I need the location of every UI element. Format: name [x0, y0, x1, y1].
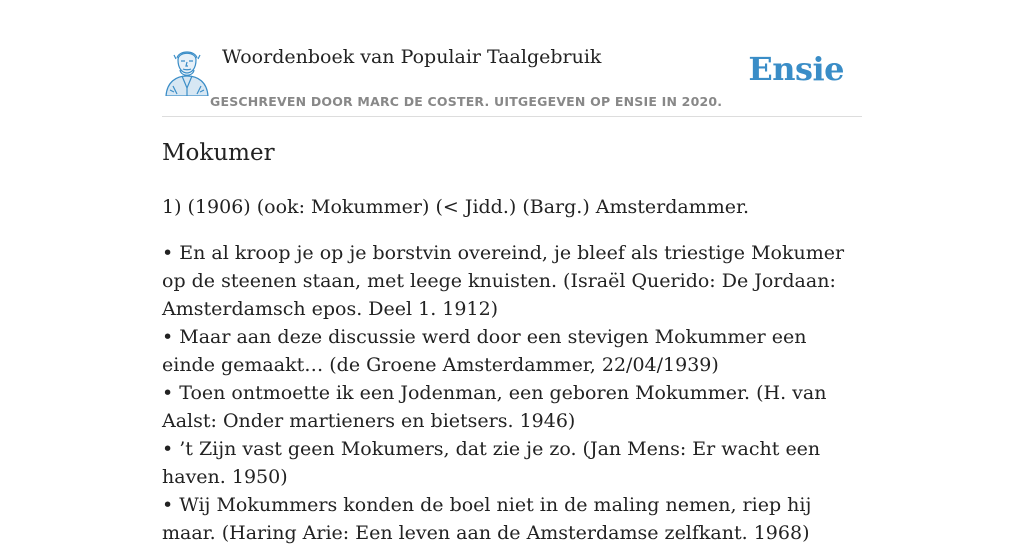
entry-definition: 1) (1906) (ook: Mokummer) (< Jidd.) (Barg.) Amsterdammer.	[162, 196, 750, 218]
ensie-logo[interactable]: Ensie	[748, 50, 844, 88]
citation-item: • Wij Mokummers konden de boel niet in de maling nemen, riep hij maar. (Haring Arie: Een leven aan de Amsterdamse zelfkant. 1968)	[162, 491, 862, 547]
author-byline: GESCHREVEN DOOR MARC DE COSTER. UITGEGEVEN OP ENSIE IN 2020.	[210, 94, 723, 109]
citation-item: • En al kroop je op je borstvin overeind, je bleef als triestige Mokumer op de steenen staan, met leege knuisten. (Israël Querido: De Jordaan: Amsterdamsch epos. Deel 1. 1912)	[162, 239, 862, 323]
entry-title: Mokumer	[162, 140, 275, 166]
citation-item: • Maar aan deze discussie werd door een stevigen Mokummer een einde gemaakt… (de Groene Amsterdammer, 22/04/1939)	[162, 323, 862, 379]
book-title[interactable]: Woordenboek van Populair Taalgebruik	[222, 46, 602, 68]
citation-item: • ’t Zijn vast geen Mokumers, dat zie je zo. (Jan Mens: Er wacht een haven. 1950)	[162, 435, 862, 491]
book-header	[162, 40, 862, 117]
citation-item: • Toen ontmoette ik een Jodenman, een geboren Mokummer. (H. van Aalst: Onder martieners en bietsers. 1946)	[162, 379, 862, 435]
author-portrait-icon[interactable]	[164, 46, 210, 96]
citation-list	[162, 239, 862, 547]
page	[162, 0, 862, 544]
